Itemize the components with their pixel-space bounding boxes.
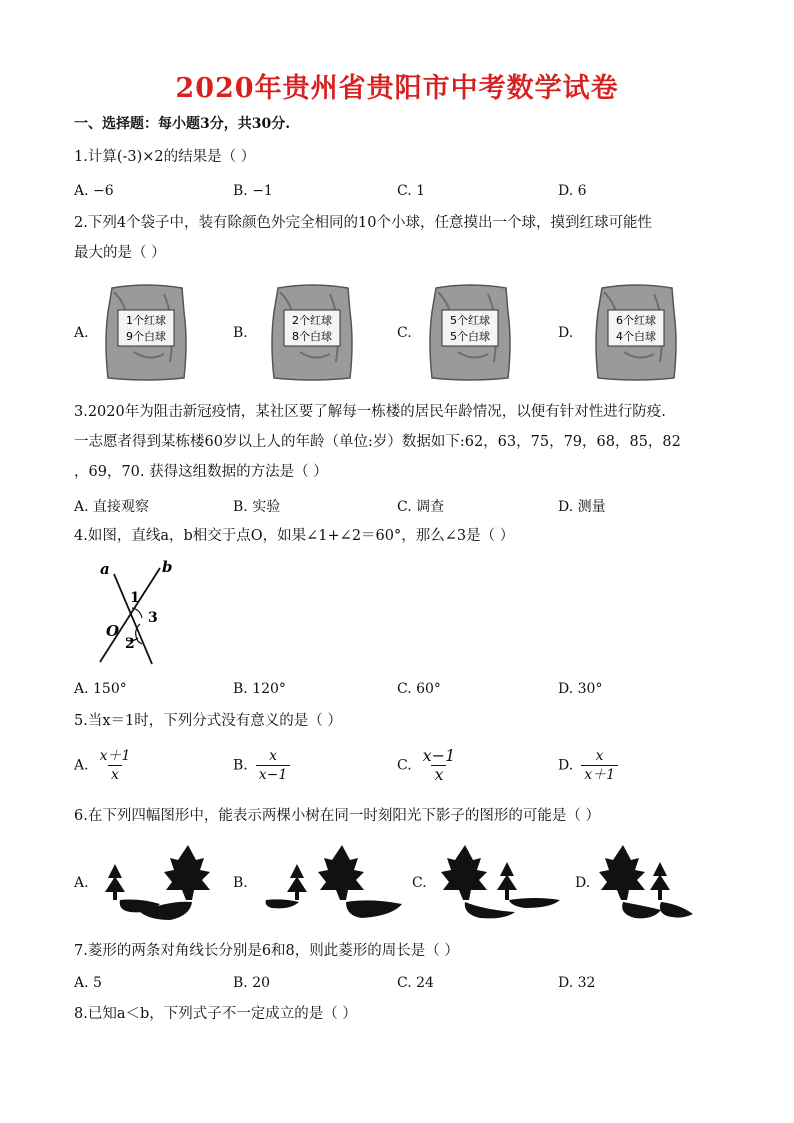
q7-option-b: B. 20 <box>233 975 271 991</box>
q1-option-b: B. −1 <box>233 183 273 199</box>
q5-fraction-b <box>256 747 291 784</box>
q4-angle-1: 1 <box>130 590 140 606</box>
q5-label-c: C. <box>397 757 412 774</box>
q4-option-d: D. 30° <box>558 681 603 697</box>
bag-d-image <box>594 282 678 382</box>
bag-c-line2: 5个白球 <box>450 330 490 343</box>
question-8-stem: 8.已知a＜b，下列式子不一定成立的是（ ） <box>74 1006 357 1022</box>
bag-d-line1: 6个红球 <box>616 314 656 327</box>
q5-fraction-c <box>420 747 459 784</box>
q5-option-c <box>397 747 458 784</box>
q5-b-numerator: x <box>269 748 277 764</box>
q5-option-b <box>233 747 290 784</box>
question-2-stem-line2: 最大的是（ ） <box>74 245 166 261</box>
q5-b-denominator: x−1 <box>256 765 291 784</box>
q7-option-a: A. 5 <box>74 975 102 991</box>
q4-option-a: A. 150° <box>74 681 127 697</box>
q5-label-b: B. <box>233 757 248 774</box>
q6-figure-d-trees <box>595 840 700 925</box>
bag-d-line2: 4个白球 <box>616 330 656 343</box>
q6-label-c: C. <box>412 875 427 891</box>
q4-angle-2: 2 <box>125 636 135 652</box>
q5-option-a <box>74 747 133 784</box>
q3-option-d: D. 测量 <box>558 499 606 515</box>
q5-d-numerator: x <box>595 748 604 764</box>
q5-c-numerator: x−1 <box>422 746 456 765</box>
q2-label-d: D. <box>558 325 574 341</box>
q4-option-b: B. 120° <box>233 681 286 697</box>
q7-option-c: C. 24 <box>397 975 434 991</box>
q4-intersecting-lines-figure <box>92 556 182 668</box>
q5-c-denominator: x <box>431 765 446 784</box>
bag-b-image <box>270 282 354 382</box>
q2-label-c: C. <box>397 325 412 341</box>
q5-label-a: A. <box>74 757 89 774</box>
q2-label-a: A. <box>74 325 89 341</box>
page-title: 2020年贵州省贵阳市中考数学试卷 <box>175 73 619 104</box>
q4-angle-3: 3 <box>148 610 158 626</box>
section-heading: 一、选择题：每小题3分，共30分. <box>74 116 291 132</box>
q4-label-o: O <box>106 622 120 640</box>
q5-a-denominator: x <box>108 765 122 784</box>
q1-option-c: C. 1 <box>397 183 426 199</box>
q1-option-a: A. −6 <box>74 183 114 199</box>
q5-a-numerator: x＋1 <box>99 748 131 764</box>
question-3-stem-line3: ，69，70. 获得这组数据的方法是（ ） <box>74 464 328 480</box>
q1-option-d: D. 6 <box>558 183 587 199</box>
question-5-stem: 5.当x＝1时，下列分式没有意义的是（ ） <box>74 713 342 729</box>
bag-c-line1: 5个红球 <box>450 314 490 327</box>
question-7-stem: 7.菱形的两条对角线长分别是6和8，则此菱形的周长是（ ） <box>74 943 459 959</box>
q5-d-denominator: x＋1 <box>581 765 618 784</box>
q4-label-b: b <box>162 558 173 576</box>
q5-option-d <box>558 747 618 784</box>
q5-fraction-a <box>97 747 134 784</box>
q6-label-b: B. <box>233 875 248 891</box>
bag-a-line2: 9个白球 <box>126 330 166 343</box>
bag-a-image <box>104 282 188 382</box>
q4-label-a: a <box>100 560 110 578</box>
bag-c-image <box>428 282 512 382</box>
bag-b-line2: 8个白球 <box>292 330 332 343</box>
q6-label-d: D. <box>575 875 591 891</box>
question-6-stem: 6.在下列四幅图形中，能表示两棵小树在同一时刻阳光下影子的图形的可能是（ ） <box>74 808 600 824</box>
question-4-stem: 4.如图，直线a，b相交于点O，如果∠1+∠2＝60°，那么∠3是（ ） <box>74 528 515 544</box>
q4-option-c: C. 60° <box>397 681 441 697</box>
q7-option-d: D. 32 <box>558 975 596 991</box>
q2-label-b: B. <box>233 325 248 341</box>
question-2-stem-line1: 2.下列4个袋子中，装有除颜色外完全相同的10个小球，任意摸出一个球，摸到红球可能性 <box>74 215 653 231</box>
question-3-stem-line1: 3.2020年为阻击新冠疫情，某社区要了解每一栋楼的居民年龄情况，以便有针对性进行防疫. <box>74 404 666 420</box>
q6-label-a: A. <box>74 875 89 891</box>
q6-figure-b-trees <box>262 840 407 925</box>
q3-option-a: A. 直接观察 <box>74 499 150 515</box>
q3-option-c: C. 调查 <box>397 499 445 515</box>
bag-b-line1: 2个红球 <box>292 314 332 327</box>
q5-label-d: D. <box>558 757 574 774</box>
question-1-stem: 1.计算(-3)×2的结果是（ ） <box>74 149 256 165</box>
q6-figure-a-trees <box>100 840 230 925</box>
q3-option-b: B. 实验 <box>233 499 281 515</box>
question-3-stem-line2: 一志愿者得到某栋楼60岁以上人的年龄（单位:岁）数据如下:62，63，75，79，68，85，82 <box>74 434 681 450</box>
q5-fraction-d <box>581 747 618 784</box>
q6-figure-c-trees <box>425 840 565 925</box>
bag-a-line1: 1个红球 <box>126 314 166 327</box>
